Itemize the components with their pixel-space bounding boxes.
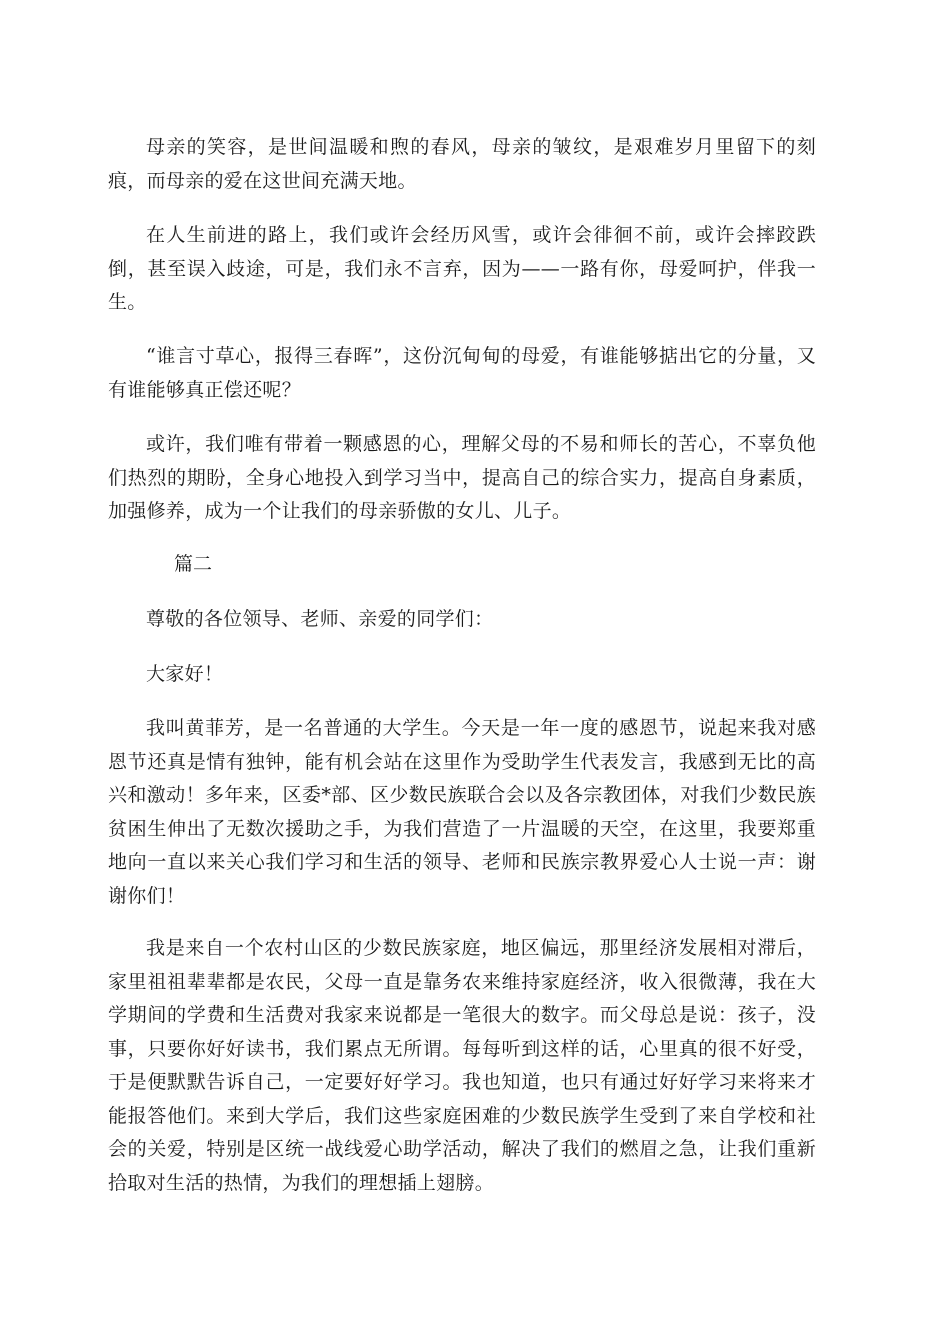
paragraph-gratitude: 或许，我们唯有带着一颗感恩的心，理解父母的不易和师长的苦心，不辜负他们热烈的期盼，全身心地投入到学习当中，提高自己的综合实力，提高自身素质，加强修养，成为一个让我们的母亲骄傲的女儿、儿子。 xyxy=(108,433,816,522)
speech-paragraph-family: 我是来自一个农村山区的少数民族家庭，地区偏远，那里经济发展相对滞后，家里祖祖辈辈都是农民，父母一直是靠务农来维持家庭经济，收入很微薄，我在大学期间的学费和生活费对我家来说都是一笔很大的数字。而父母总是说：孩子，没事，只要你好好读书，我们累点无所谓。每每听到这样的话，心里真的很不好受，于是便默默告诉自己，一定要好好学习。我也知道，也只有通过好好学习来将来才能报答他们。来到大学后，我们这些家庭困难的少数民族学生受到了来自学校和社会的关爱，特别是区统一战线爱心助学活动，解决了我们的燃眉之急，让我们重新拾取对生活的热情，为我们的理想插上翅膀。 xyxy=(108,937,816,1194)
speech-salutation: 尊敬的各位领导、老师、亲爱的同学们： xyxy=(146,608,494,630)
paragraph-life-road: 在人生前进的路上，我们或许会经历风雪，或许会徘徊不前，或许会摔跤跌倒，甚至误入歧途，可是，我们永不言弃，因为——一路有你，母爱呵护，伴我一生。 xyxy=(108,224,816,313)
speech-greeting: 大家好！ xyxy=(146,663,224,685)
paragraph-mother-smile: 母亲的笑容，是世间温暖和煦的春风，母亲的皱纹，是艰难岁月里留下的刻痕，而母亲的爱在这世间充满天地。 xyxy=(108,136,816,192)
paragraph-poem-quote: “谁言寸草心，报得三春晖”，这份沉甸甸的母爱，有谁能够掂出它的分量，又有谁能够真正偿还呢？ xyxy=(108,345,816,401)
speech-paragraph-intro: 我叫黄菲芳，是一名普通的大学生。今天是一年一度的感恩节，说起来我对感恩节还真是情有独钟，能有机会站在这里作为受助学生代表发言，我感到无比的高兴和激动！多年来，区委*部、区少数民族联合会以及各宗教团体，对我们少数民族贫困生伸出了无数次援助之手，为我们营造了一片温暖的天空，在这里，我要郑重地向一直以来关心我们学习和生活的领导、老师和民族宗教界爱心人士说一声：谢谢你们！ xyxy=(108,717,816,907)
section-heading: 篇二 xyxy=(174,553,213,575)
